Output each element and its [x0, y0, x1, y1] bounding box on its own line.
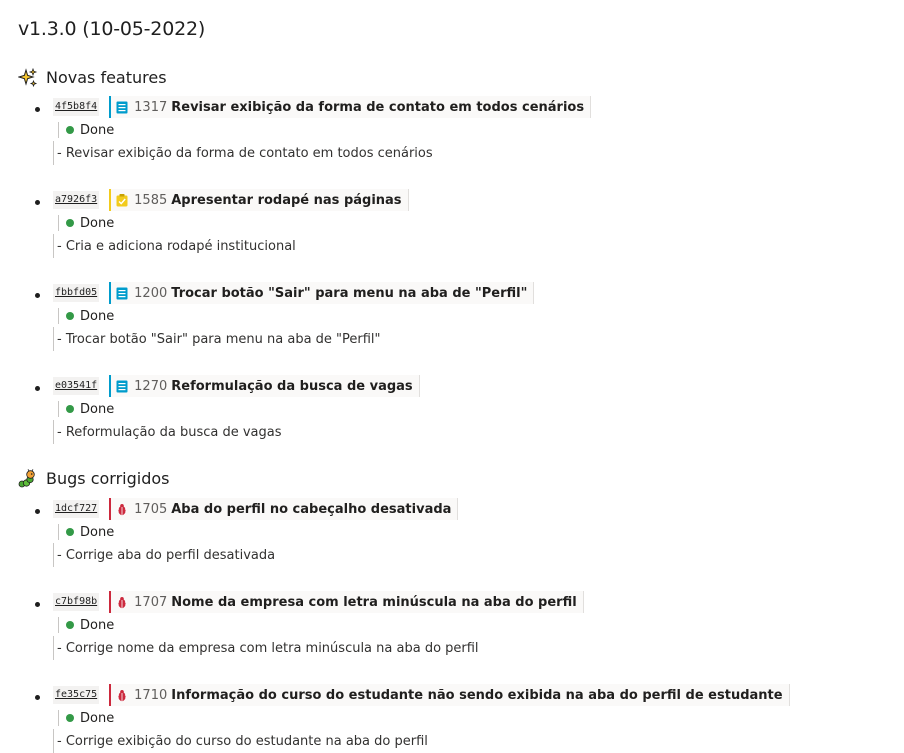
commit-description: - Corrige exibição do curso do estudante na aba do perfil	[53, 729, 904, 753]
list-item	[18, 95, 904, 165]
state-done-dot-icon	[66, 312, 74, 320]
quote-bar	[58, 215, 59, 231]
work-item-id: 1200	[134, 285, 168, 301]
section-heading-features	[18, 67, 904, 89]
work-item-link[interactable]	[109, 591, 584, 613]
commit-hash-link[interactable]: a7926f3	[53, 191, 99, 209]
work-item-link[interactable]	[109, 498, 458, 520]
work-item-state: Done	[80, 524, 115, 540]
section-title: Novas features	[46, 68, 167, 87]
state-done-dot-icon	[66, 405, 74, 413]
work-item-state: Done	[80, 617, 115, 633]
state-done-dot-icon	[66, 714, 74, 722]
work-item-id: 1710	[134, 687, 168, 703]
work-item-title: Nome da empresa com letra minúscula na aba do perfil	[171, 594, 577, 610]
quote-bar	[58, 401, 59, 417]
commit-description: - Trocar botão "Sair" para menu na aba de "Perfil"	[53, 327, 904, 351]
quote-bar	[58, 710, 59, 726]
work-item-link[interactable]	[109, 375, 420, 397]
work-item-state: Done	[80, 122, 115, 138]
work-item-title: Aba do perfil no cabeçalho desativada	[171, 501, 452, 517]
work-item-id: 1705	[134, 501, 168, 517]
commit-description: - Reformulação da busca de vagas	[53, 420, 904, 444]
commit-hash-link[interactable]: fe35c75	[53, 686, 99, 704]
work-item-state: Done	[80, 401, 115, 417]
list-item	[18, 590, 904, 660]
list-item	[18, 281, 904, 351]
work-item-title: Apresentar rodapé nas páginas	[171, 192, 402, 208]
section-heading-bugs	[18, 468, 904, 490]
commit-description: - Revisar exibição da forma de contato em todos cenários	[53, 141, 904, 165]
list-item	[18, 683, 904, 753]
state-done-dot-icon	[66, 528, 74, 536]
bug-icon	[116, 596, 128, 609]
user-story-clipboard-icon	[116, 194, 128, 207]
quote-bar	[58, 308, 59, 324]
work-item-state: Done	[80, 710, 115, 726]
quote-bar	[58, 122, 59, 138]
commit-description: - Corrige nome da empresa com letra minúscula na aba do perfil	[53, 636, 904, 660]
commit-description: - Cria e adiciona rodapé institucional	[53, 234, 904, 258]
section-title: Bugs corrigidos	[46, 469, 170, 488]
bug-icon	[116, 503, 128, 516]
release-title: v1.3.0 (10-05-2022)	[18, 18, 206, 40]
state-done-dot-icon	[66, 219, 74, 227]
feature-book-icon	[116, 101, 128, 114]
state-done-dot-icon	[66, 621, 74, 629]
list-item	[18, 497, 904, 567]
commit-hash-link[interactable]: 4f5b8f4	[53, 98, 99, 116]
quote-bar	[58, 617, 59, 633]
work-item-link[interactable]	[109, 96, 591, 118]
caterpillar-bug-icon	[18, 469, 38, 489]
commit-hash-link[interactable]: 1dcf727	[53, 500, 99, 518]
features-list	[18, 95, 904, 444]
feature-book-icon	[116, 380, 128, 393]
bugs-list	[18, 497, 904, 753]
work-item-state: Done	[80, 308, 115, 324]
list-item	[18, 188, 904, 258]
work-item-id: 1270	[134, 378, 168, 394]
feature-book-icon	[116, 287, 128, 300]
quote-bar	[58, 524, 59, 540]
commit-hash-link[interactable]: c7bf98b	[53, 593, 99, 611]
work-item-id: 1707	[134, 594, 168, 610]
state-done-dot-icon	[66, 126, 74, 134]
work-item-link[interactable]	[109, 189, 408, 211]
work-item-title: Informação do curso do estudante não sendo exibida na aba do perfil de estudante	[171, 687, 783, 703]
work-item-link[interactable]	[109, 684, 789, 706]
commit-hash-link[interactable]: e03541f	[53, 377, 99, 395]
work-item-id: 1317	[134, 99, 168, 115]
work-item-title: Reformulação da busca de vagas	[171, 378, 413, 394]
commit-hash-link[interactable]: fbbfd05	[53, 284, 99, 302]
work-item-link[interactable]	[109, 282, 534, 304]
work-item-id: 1585	[134, 192, 168, 208]
bug-icon	[116, 689, 128, 702]
list-item	[18, 374, 904, 444]
work-item-title: Trocar botão "Sair" para menu na aba de "Perfil"	[171, 285, 528, 301]
work-item-title: Revisar exibição da forma de contato em todos cenários	[171, 99, 585, 115]
sparkles-icon	[18, 68, 38, 88]
commit-description: - Corrige aba do perfil desativada	[53, 543, 904, 567]
work-item-state: Done	[80, 215, 115, 231]
